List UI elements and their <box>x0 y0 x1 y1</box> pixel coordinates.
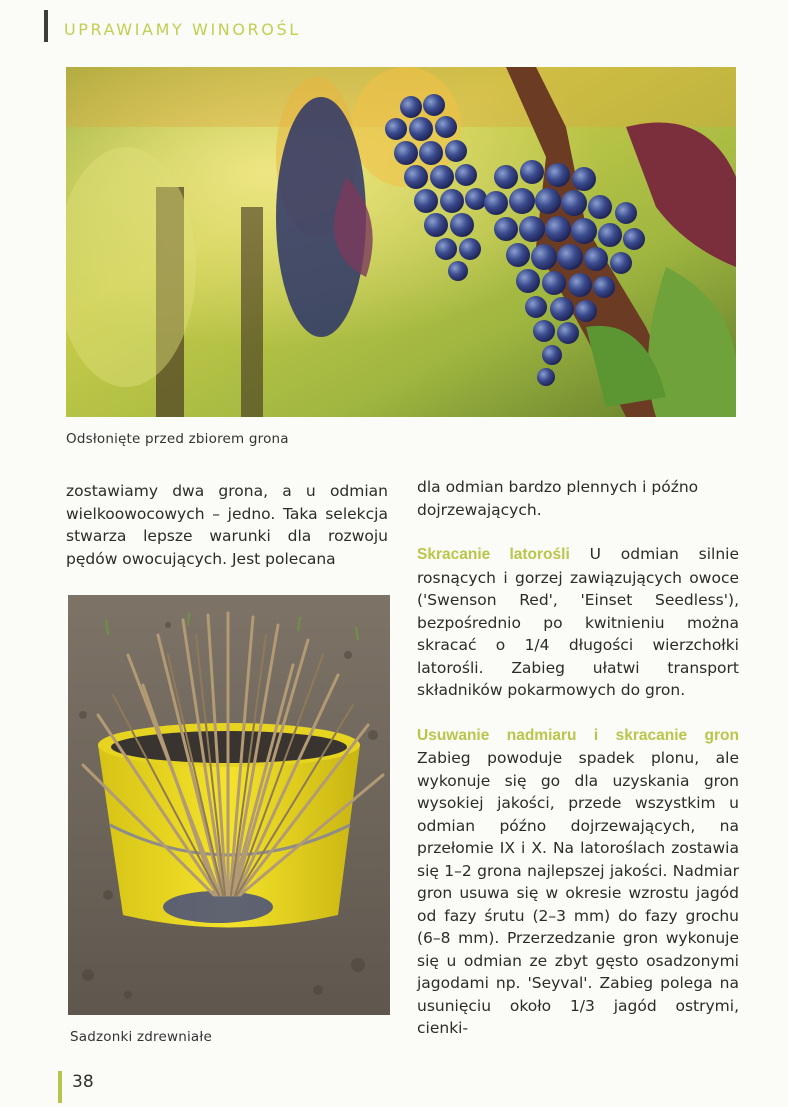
right-intro: dla odmian bardzo plennych i późno dojrzewających. <box>417 478 699 519</box>
left-column <box>66 480 388 570</box>
header-accent-bar <box>44 10 48 42</box>
top-photo-caption: Odsłonięte przed zbiorem grona <box>66 431 289 447</box>
section-heading: Usuwanie nadmiaru i skracanie gron <box>417 726 739 744</box>
section-pruning-shoots <box>417 543 739 702</box>
section-body: U odmian silnie rosnących i gorzej zawiązujących owoce ('Swenson Red', 'Einset Seedless'), bezpośrednio po kwitnieniu można skracać o 1/4 długości wierzchołki latorośli. Zabieg ułatwi transport składników pokarmowych do gron. <box>417 545 739 699</box>
section-body: Zabieg powoduje spadek plonu, ale wykonuje się go dla uzyskania gron wysokiej jakości, przede wszystkim u odmian późno dojrzewających, na przełomie IX i X. Na latoroślach zostawia się 1–2 grona najlepszej jakości. Nadmiar gron usuwa się w okresie wzrostu jagód od fazy śrutu (2–3 mm) do fazy grochu (6–8 mm). Przerzedzanie gron wykonuje się u odmian ze zbyt gęsto osadzonymi jagodami np. 'Seyval'. Zabieg polega na usunięciu około 1/3 jagód ostrymi, cienki- <box>417 749 739 1037</box>
bottom-photo-caption: Sadzonki zdrewniałe <box>70 1029 212 1045</box>
left-paragraph: zostawiamy dwa grona, a u odmian wielkoowocowych – jedno. Taka selekcja stwarza lepsze warunki dla rozwoju pędów owocujących. Jest polecana <box>66 482 388 568</box>
section-title: UPRAWIAMY WINOROŚL <box>64 20 301 39</box>
footer-accent-bar <box>58 1071 62 1103</box>
section-heading: Skracanie latorośli <box>417 546 570 563</box>
cuttings-bucket-photo <box>68 595 390 1015</box>
page-number: 38 <box>72 1072 94 1092</box>
right-column <box>417 476 739 1040</box>
section-thinning-clusters <box>417 724 739 1040</box>
grape-clusters-photo <box>66 67 736 417</box>
